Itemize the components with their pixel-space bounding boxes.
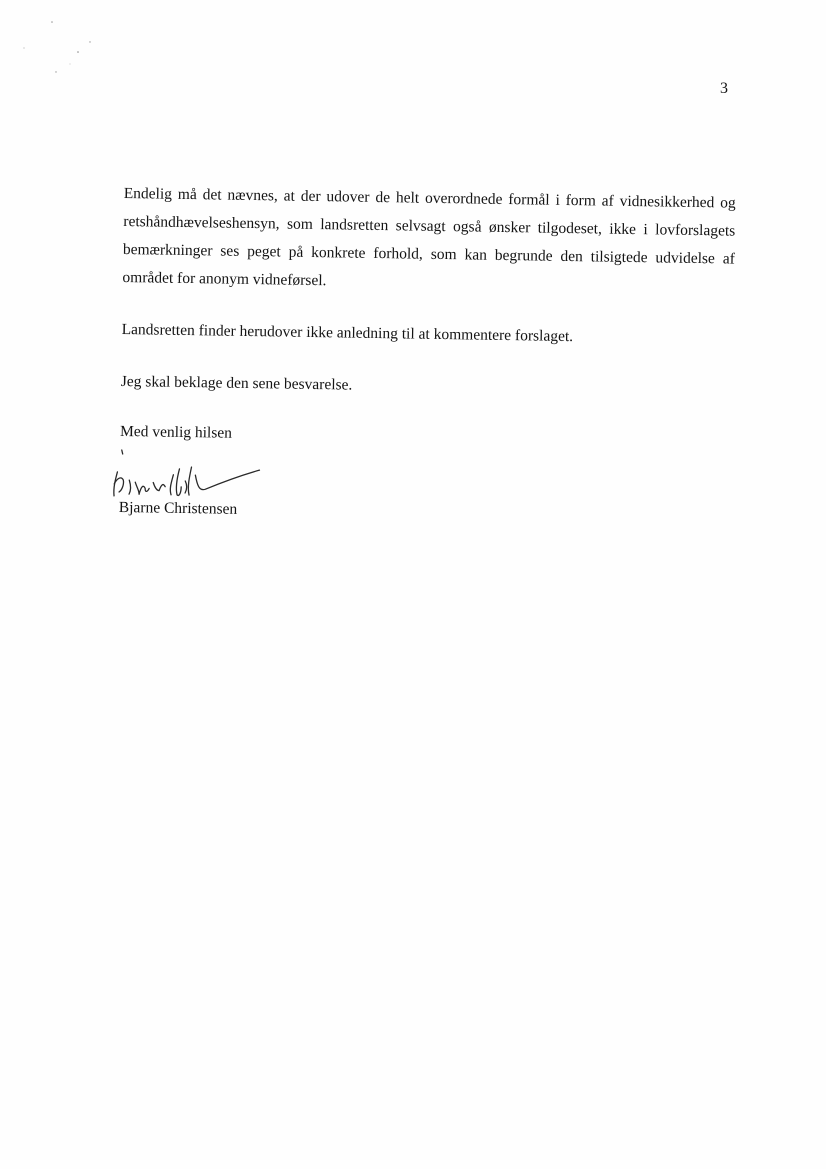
letter-body bbox=[119, 180, 736, 532]
paragraph-final-remarks: Endelig må det nævnes, at der udover de helt overordnede formål i form af vidnesikkerhed og retshåndhævelseshensyn, som landsretten selvsagt også ønsker tilgodeset, ikke i lovforslagets bemærkninger ses peget på konkrete forhold, som kan begrunde den tilsigtede udvidelse af området for anonym vidneførsel. bbox=[122, 184, 736, 290]
closing-salutation: Med venlig hilsen bbox=[119, 422, 233, 442]
page-number: 3 bbox=[720, 80, 728, 97]
paragraph-no-further-comments: Landsretten finder herudover ikke anledning til at kommentere forslaget. bbox=[121, 320, 574, 346]
scan-artifacts bbox=[0, 0, 120, 90]
signer-name: Bjarne Christensen bbox=[118, 498, 238, 518]
paragraph-apology: Jeg skal beklage den sene besvarelse. bbox=[120, 372, 353, 394]
